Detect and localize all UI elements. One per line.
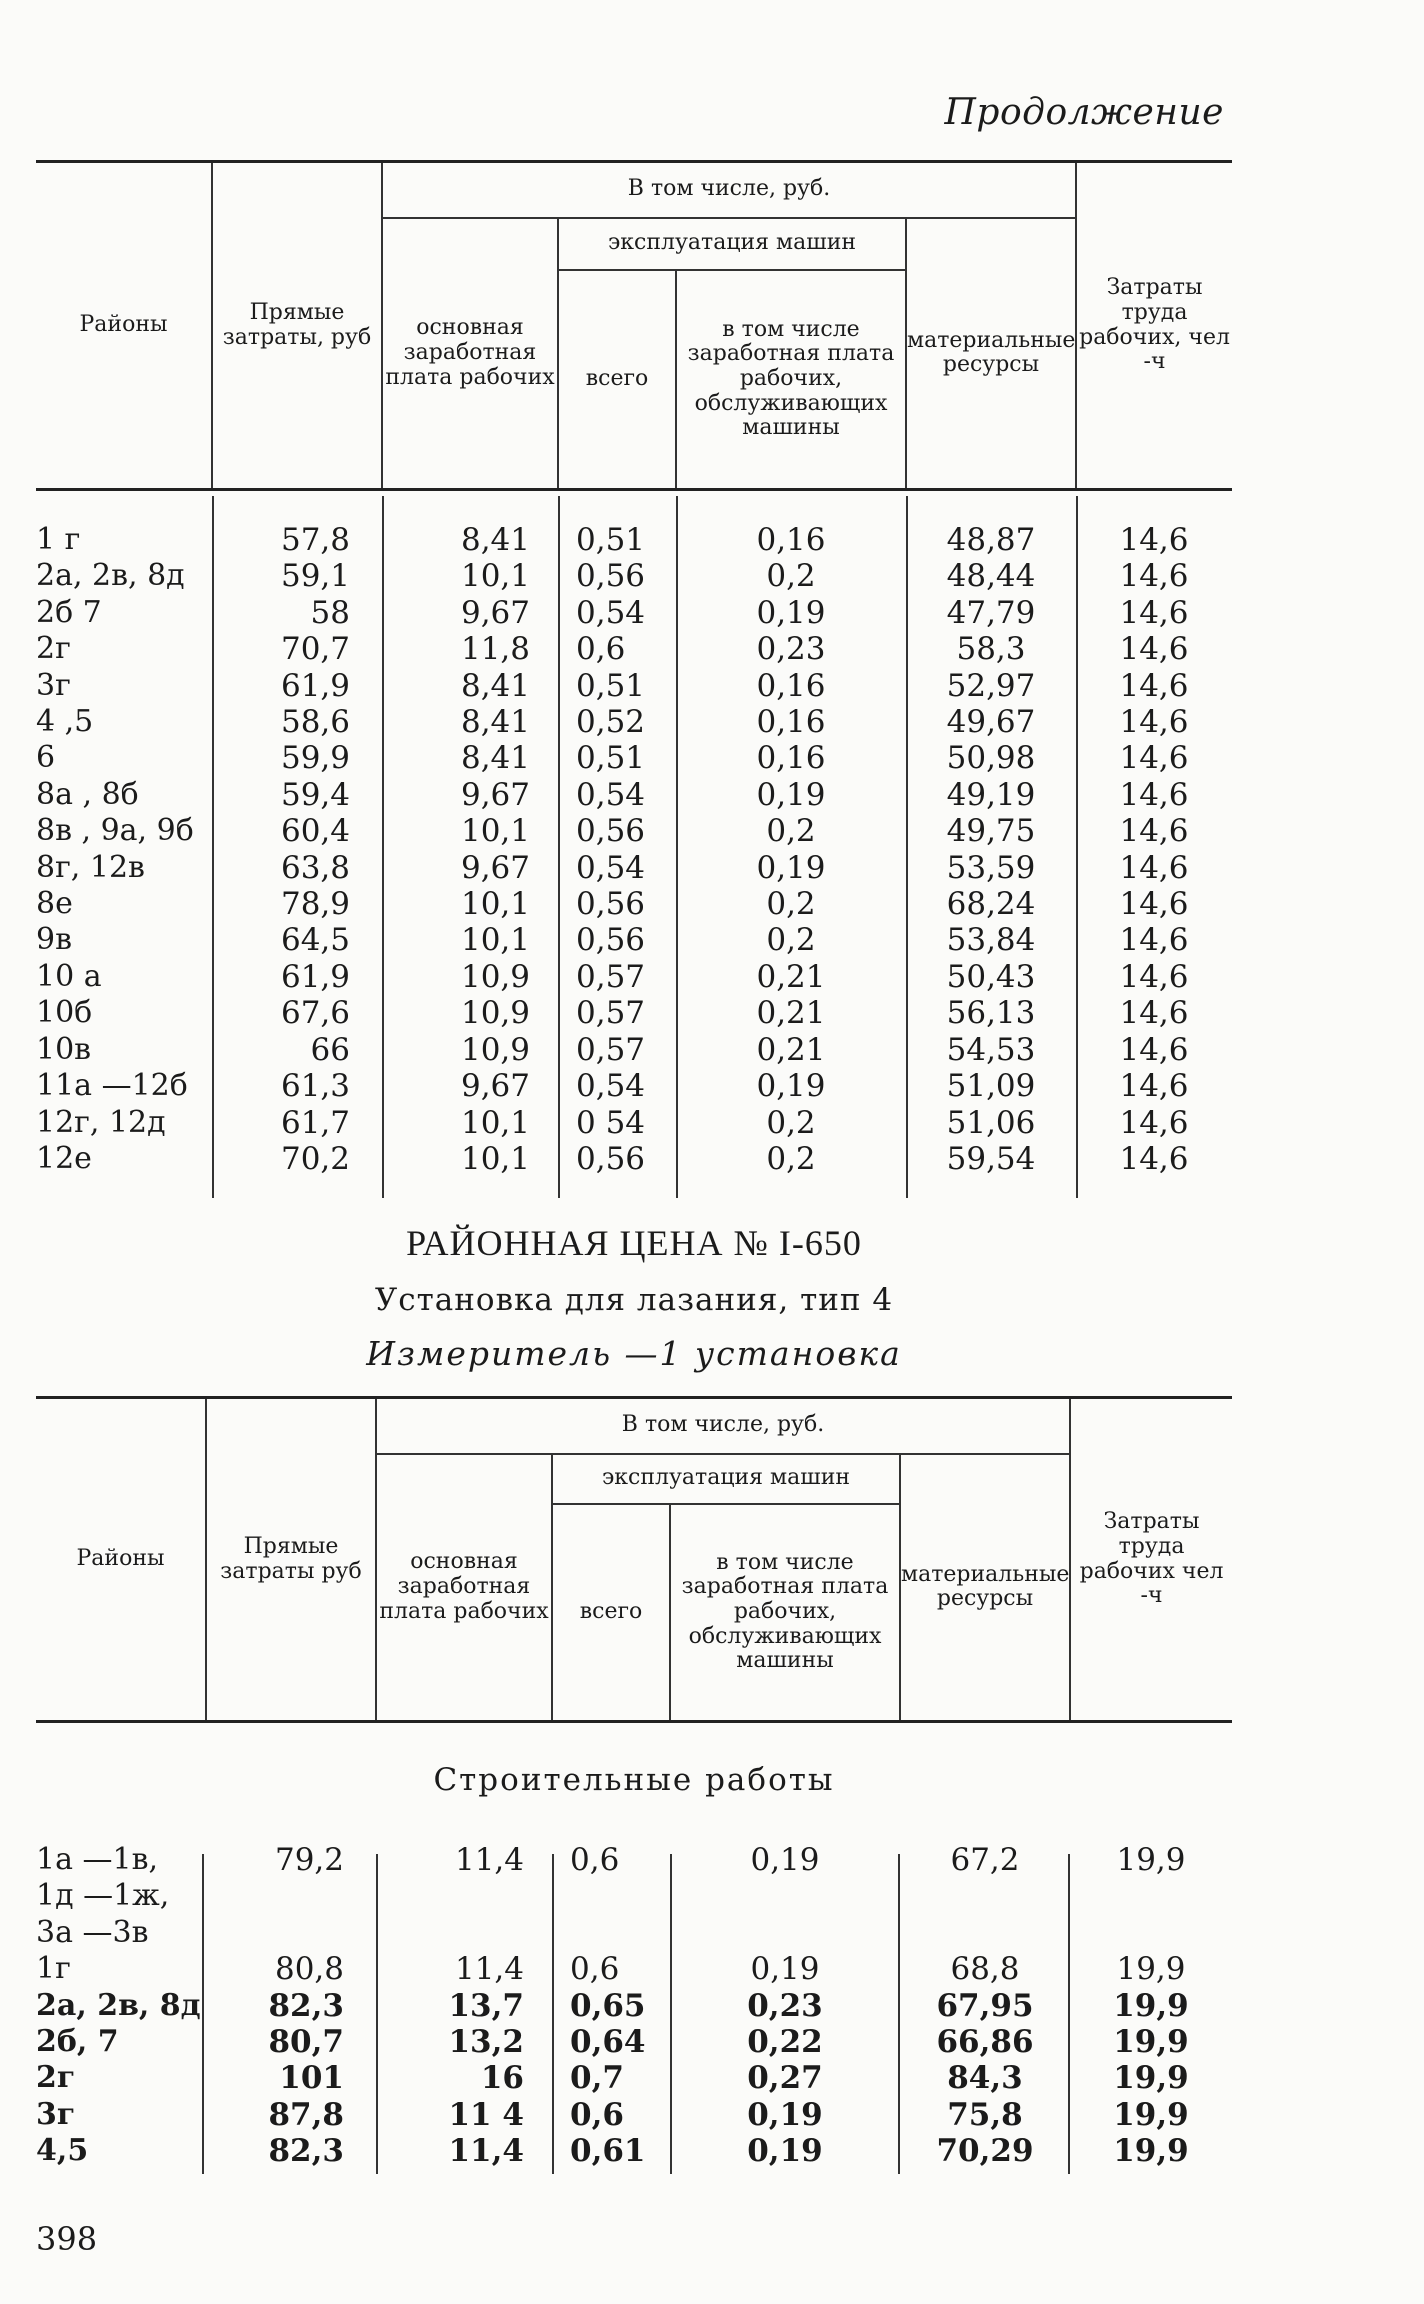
labor-cell: 14,6: [1119, 1031, 1189, 1068]
table-row: [36, 886, 1232, 922]
measurer-label: Измеритель —1 установка: [366, 1334, 902, 1373]
section-subtitle: Установка для лазания, тип 4: [374, 1282, 894, 1318]
operator-wages-cell: 0,22: [747, 2024, 823, 2061]
direct-cost-cell: 59,9: [280, 740, 350, 777]
wages-cell: 11,4: [448, 2133, 524, 2170]
wages-cell: 9,67: [460, 594, 530, 631]
total-cell: 0,54: [576, 1068, 646, 1105]
labor-cell: 14,6: [1119, 1140, 1189, 1177]
direct-cost-cell: 80,8: [274, 1951, 344, 1988]
district-cell: 2г: [36, 2060, 76, 2096]
wages-cell: 8,41: [460, 667, 530, 704]
total-cell: 0,51: [576, 522, 646, 558]
operator-wages-cell: 0,21: [756, 995, 826, 1032]
materials-cell: 52,97: [946, 667, 1036, 704]
materials-cell: 50,43: [946, 958, 1036, 995]
direct-cost-cell: 63,8: [280, 849, 350, 886]
header2-districts: Районы: [36, 1398, 206, 1722]
wages-cell: 11 4: [448, 2096, 524, 2133]
total-cell: 0,6: [570, 1951, 620, 1988]
table-row: [36, 740, 1232, 776]
wages-cell: 11,4: [454, 1951, 524, 1988]
table-row: [36, 1842, 1232, 1878]
header2-operator-wages: в том числе заработная плата рабочих, обслуживающих машины: [670, 1504, 900, 1722]
section-title: РАЙОННАЯ ЦЕНА № I-650: [406, 1223, 862, 1263]
district-cell: 2г: [36, 631, 71, 667]
page-number: 398: [36, 2220, 98, 2258]
table-row: [36, 2024, 1232, 2060]
direct-cost-cell: 61,9: [280, 667, 350, 704]
materials-cell: 59,54: [946, 1140, 1036, 1177]
wages-cell: 9,67: [460, 776, 530, 813]
header-machine-operation: эксплуатация машин: [558, 218, 906, 270]
table-row: [36, 1032, 1232, 1068]
wages-cell: 11,4: [454, 1842, 524, 1878]
operator-wages-cell: 0,16: [756, 740, 826, 777]
direct-cost-cell: 61,9: [280, 958, 350, 995]
direct-cost-cell: 101: [279, 2060, 344, 2097]
total-cell: 0,61: [570, 2133, 646, 2170]
operator-wages-cell: 0,23: [747, 1987, 823, 2024]
wages-cell: 10,1: [460, 886, 530, 923]
district-cell: 4 ,5: [36, 704, 94, 740]
materials-cell: 67,2: [950, 1842, 1020, 1878]
direct-cost-cell: 70,7: [280, 631, 350, 668]
district-cell: 2б 7: [36, 594, 102, 630]
materials-cell: 66,86: [936, 2024, 1034, 2061]
district-cell: 3г: [36, 667, 71, 703]
header2-direct-costs: Прямые затраты руб: [206, 1398, 376, 1722]
total-cell: 0,56: [576, 558, 646, 595]
total-cell: 0 54: [576, 1104, 646, 1141]
operator-wages-cell: 0,2: [766, 813, 816, 850]
labor-cell: 14,6: [1119, 886, 1189, 923]
direct-cost-cell: 61,7: [280, 1104, 350, 1141]
header2-including: В том числе, руб.: [376, 1398, 1070, 1454]
wages-cell: 9,67: [460, 1068, 530, 1105]
wages-cell: 10,1: [460, 558, 530, 595]
operator-wages-cell: 0,2: [766, 1140, 816, 1177]
table1-header: [36, 160, 1232, 491]
wages-cell: 11,8: [460, 631, 530, 668]
materials-cell: 51,09: [946, 1068, 1036, 1105]
direct-cost-cell: 66: [310, 1031, 350, 1068]
table-row: [36, 922, 1232, 958]
materials-cell: 70,29: [936, 2133, 1034, 2170]
district-cell: 12е: [36, 1140, 92, 1176]
operator-wages-cell: 0,21: [756, 1031, 826, 1068]
operator-wages-cell: 0,2: [766, 1104, 816, 1141]
total-cell: 0,52: [576, 704, 646, 741]
district-cell: 2б, 7: [36, 2024, 119, 2060]
table-row: [36, 2133, 1232, 2169]
materials-cell: 58,3: [956, 631, 1026, 668]
total-cell: 0,51: [576, 740, 646, 777]
materials-cell: 53,59: [946, 849, 1036, 886]
operator-wages-cell: 0,27: [747, 2060, 823, 2097]
table-row: [36, 522, 1232, 558]
header-including: В том числе, руб.: [382, 162, 1076, 218]
materials-cell: 49,75: [946, 813, 1036, 850]
operator-wages-cell: 0,23: [756, 631, 826, 668]
wages-cell: 10,9: [460, 995, 530, 1032]
district-cell: 1д —1ж,: [36, 1878, 170, 1914]
materials-cell: 48,87: [946, 522, 1036, 558]
header2-labor: Затраты труда рабочих чел -ч: [1070, 1398, 1232, 1722]
labor-cell: 14,6: [1119, 1104, 1189, 1141]
total-cell: 0,54: [576, 776, 646, 813]
materials-cell: 75,8: [947, 2096, 1023, 2133]
direct-cost-cell: 58: [310, 594, 350, 631]
operator-wages-cell: 0,19: [750, 1951, 820, 1988]
table-row: [36, 1878, 1232, 1914]
labor-cell: 19,9: [1116, 1842, 1186, 1878]
labor-cell: 14,6: [1119, 776, 1189, 813]
labor-cell: 19,9: [1113, 1987, 1189, 2024]
table-row: [36, 850, 1232, 886]
direct-cost-cell: 80,7: [268, 2024, 344, 2061]
district-cell: 10б: [36, 995, 93, 1031]
table-row: [36, 1915, 1232, 1951]
table-row: [36, 668, 1232, 704]
continuation-label: Продолжение: [944, 92, 1224, 133]
table-row: [36, 595, 1232, 631]
district-cell: 8в , 9а, 9б: [36, 813, 194, 849]
district-cell: 10в: [36, 1031, 92, 1067]
table-row: [36, 1951, 1232, 1987]
district-cell: 8а , 8б: [36, 776, 139, 812]
labor-cell: 14,6: [1119, 958, 1189, 995]
labor-cell: 14,6: [1119, 522, 1189, 558]
header-materials: материальные ресурсы: [906, 218, 1076, 490]
total-cell: 0,54: [576, 849, 646, 886]
header-labor: Затраты труда рабочих, чел -ч: [1076, 162, 1232, 490]
direct-cost-cell: 60,4: [280, 813, 350, 850]
total-cell: 0,57: [576, 958, 646, 995]
table-row: [36, 2060, 1232, 2096]
wages-cell: 16: [480, 2060, 524, 2097]
labor-cell: 14,6: [1119, 813, 1189, 850]
table-row: [36, 1105, 1232, 1141]
operator-wages-cell: 0,16: [756, 704, 826, 741]
total-cell: 0,56: [576, 886, 646, 923]
total-cell: 0,56: [576, 922, 646, 959]
operator-wages-cell: 0,19: [750, 1842, 820, 1878]
direct-cost-cell: 58,6: [280, 704, 350, 741]
materials-cell: 84,3: [947, 2060, 1023, 2097]
labor-cell: 19,9: [1116, 1951, 1186, 1988]
labor-cell: 19,9: [1113, 2096, 1189, 2133]
labor-cell: 19,9: [1113, 2024, 1189, 2061]
wages-cell: 9,67: [460, 849, 530, 886]
labor-cell: 14,6: [1119, 558, 1189, 595]
materials-cell: 48,44: [946, 558, 1036, 595]
operator-wages-cell: 0,19: [756, 849, 826, 886]
district-cell: 8г, 12в: [36, 849, 145, 885]
wages-cell: 8,41: [460, 740, 530, 777]
materials-cell: 68,8: [950, 1951, 1020, 1988]
header2-materials: материальные ресурсы: [900, 1454, 1070, 1722]
total-cell: 0,6: [570, 1842, 620, 1878]
operator-wages-cell: 0,19: [747, 2133, 823, 2170]
total-cell: 0,56: [576, 1140, 646, 1177]
direct-cost-cell: 59,1: [280, 558, 350, 595]
operator-wages-cell: 0,19: [756, 776, 826, 813]
district-cell: 4,5: [36, 2133, 89, 2169]
labor-cell: 14,6: [1119, 849, 1189, 886]
district-cell: 9в: [36, 922, 72, 958]
labor-cell: 14,6: [1119, 1068, 1189, 1105]
direct-cost-cell: 64,5: [280, 922, 350, 959]
header2-machine-operation: эксплуатация машин: [552, 1454, 900, 1504]
wages-cell: 8,41: [460, 522, 530, 558]
district-cell: 1 г: [36, 522, 81, 557]
wages-cell: 10,9: [460, 958, 530, 995]
table1-body: [36, 522, 1232, 1177]
labor-cell: 14,6: [1119, 922, 1189, 959]
direct-cost-cell: 87,8: [268, 2096, 344, 2133]
materials-cell: 54,53: [946, 1031, 1036, 1068]
header-districts: Районы: [36, 162, 212, 490]
table-row: [36, 959, 1232, 995]
total-cell: 0,57: [576, 1031, 646, 1068]
labor-cell: 14,6: [1119, 631, 1189, 668]
district-cell: 1а —1в,: [36, 1842, 159, 1877]
labor-cell: 14,6: [1119, 740, 1189, 777]
table-row: [36, 2097, 1232, 2133]
materials-cell: 51,06: [946, 1104, 1036, 1141]
district-cell: 3а —3в: [36, 1914, 149, 1950]
wages-cell: 10,1: [460, 922, 530, 959]
direct-cost-cell: 82,3: [268, 2133, 344, 2170]
labor-cell: 19,9: [1113, 2133, 1189, 2170]
total-cell: 0,7: [570, 2060, 624, 2097]
direct-cost-cell: 59,4: [280, 776, 350, 813]
materials-cell: 49,67: [946, 704, 1036, 741]
materials-cell: 53,84: [946, 922, 1036, 959]
direct-cost-cell: 82,3: [268, 1987, 344, 2024]
direct-cost-cell: 78,9: [280, 886, 350, 923]
materials-cell: 50,98: [946, 740, 1036, 777]
district-cell: 1г: [36, 1951, 71, 1987]
table-row: [36, 1988, 1232, 2024]
table2-body: [36, 1842, 1232, 2170]
header2-base-wages: основная заработная плата рабочих: [376, 1454, 552, 1722]
header-operator-wages: в том числе заработная плата рабочих, обслуживающих машины: [676, 270, 906, 490]
table-row: [36, 813, 1232, 849]
table-row: [36, 1068, 1232, 1104]
operator-wages-cell: 0,2: [766, 558, 816, 595]
construction-works-label: Строительные работы: [433, 1762, 835, 1798]
direct-cost-cell: 67,6: [280, 995, 350, 1032]
district-cell: 2а, 2в, 8д: [36, 558, 185, 594]
direct-cost-cell: 79,2: [274, 1842, 344, 1878]
wages-cell: 10,9: [460, 1031, 530, 1068]
district-cell: 3г: [36, 2096, 76, 2132]
header-base-wages: основная заработная плата рабочих: [382, 218, 558, 490]
wages-cell: 13,7: [448, 1987, 524, 2024]
wages-cell: 10,1: [460, 1104, 530, 1141]
labor-cell: 14,6: [1119, 667, 1189, 704]
operator-wages-cell: 0,19: [756, 594, 826, 631]
materials-cell: 67,95: [936, 1987, 1034, 2024]
wages-cell: 13,2: [448, 2024, 524, 2061]
materials-cell: 68,24: [946, 886, 1036, 923]
operator-wages-cell: 0,2: [766, 922, 816, 959]
labor-cell: 14,6: [1119, 594, 1189, 631]
wages-cell: 8,41: [460, 704, 530, 741]
header2-total: всего: [552, 1504, 670, 1722]
district-cell: 2а, 2в, 8д: [36, 1987, 201, 2023]
materials-cell: 49,19: [946, 776, 1036, 813]
operator-wages-cell: 0,19: [747, 2096, 823, 2133]
table2-header: [36, 1396, 1232, 1723]
district-cell: 12г, 12д: [36, 1104, 166, 1140]
labor-cell: 14,6: [1119, 704, 1189, 741]
materials-cell: 47,79: [946, 594, 1036, 631]
total-cell: 0,57: [576, 995, 646, 1032]
operator-wages-cell: 0,16: [756, 667, 826, 704]
total-cell: 0,51: [576, 667, 646, 704]
district-cell: 8е: [36, 886, 73, 922]
table-row: [36, 704, 1232, 740]
direct-cost-cell: 70,2: [280, 1140, 350, 1177]
operator-wages-cell: 0,16: [756, 522, 826, 558]
wages-cell: 10,1: [460, 813, 530, 850]
total-cell: 0,65: [570, 1987, 646, 2024]
total-cell: 0,64: [570, 2024, 646, 2061]
labor-cell: 19,9: [1113, 2060, 1189, 2097]
direct-cost-cell: 61,3: [280, 1068, 350, 1105]
district-cell: 11а —12б: [36, 1068, 188, 1104]
direct-cost-cell: 57,8: [280, 522, 350, 558]
district-cell: 10 а: [36, 958, 102, 994]
table-row: [36, 995, 1232, 1031]
table-row: [36, 1141, 1232, 1177]
header-direct-costs: Прямые затраты, руб: [212, 162, 382, 490]
total-cell: 0,6: [576, 631, 626, 668]
total-cell: 0,54: [576, 594, 646, 631]
header-total: всего: [558, 270, 676, 490]
operator-wages-cell: 0,2: [766, 886, 816, 923]
labor-cell: 14,6: [1119, 995, 1189, 1032]
materials-cell: 56,13: [946, 995, 1036, 1032]
table-row: [36, 777, 1232, 813]
total-cell: 0,6: [570, 2096, 624, 2133]
operator-wages-cell: 0,19: [756, 1068, 826, 1105]
total-cell: 0,56: [576, 813, 646, 850]
district-cell: 6: [36, 740, 56, 776]
wages-cell: 10,1: [460, 1140, 530, 1177]
operator-wages-cell: 0,21: [756, 958, 826, 995]
table-row: [36, 558, 1232, 594]
table-row: [36, 631, 1232, 667]
